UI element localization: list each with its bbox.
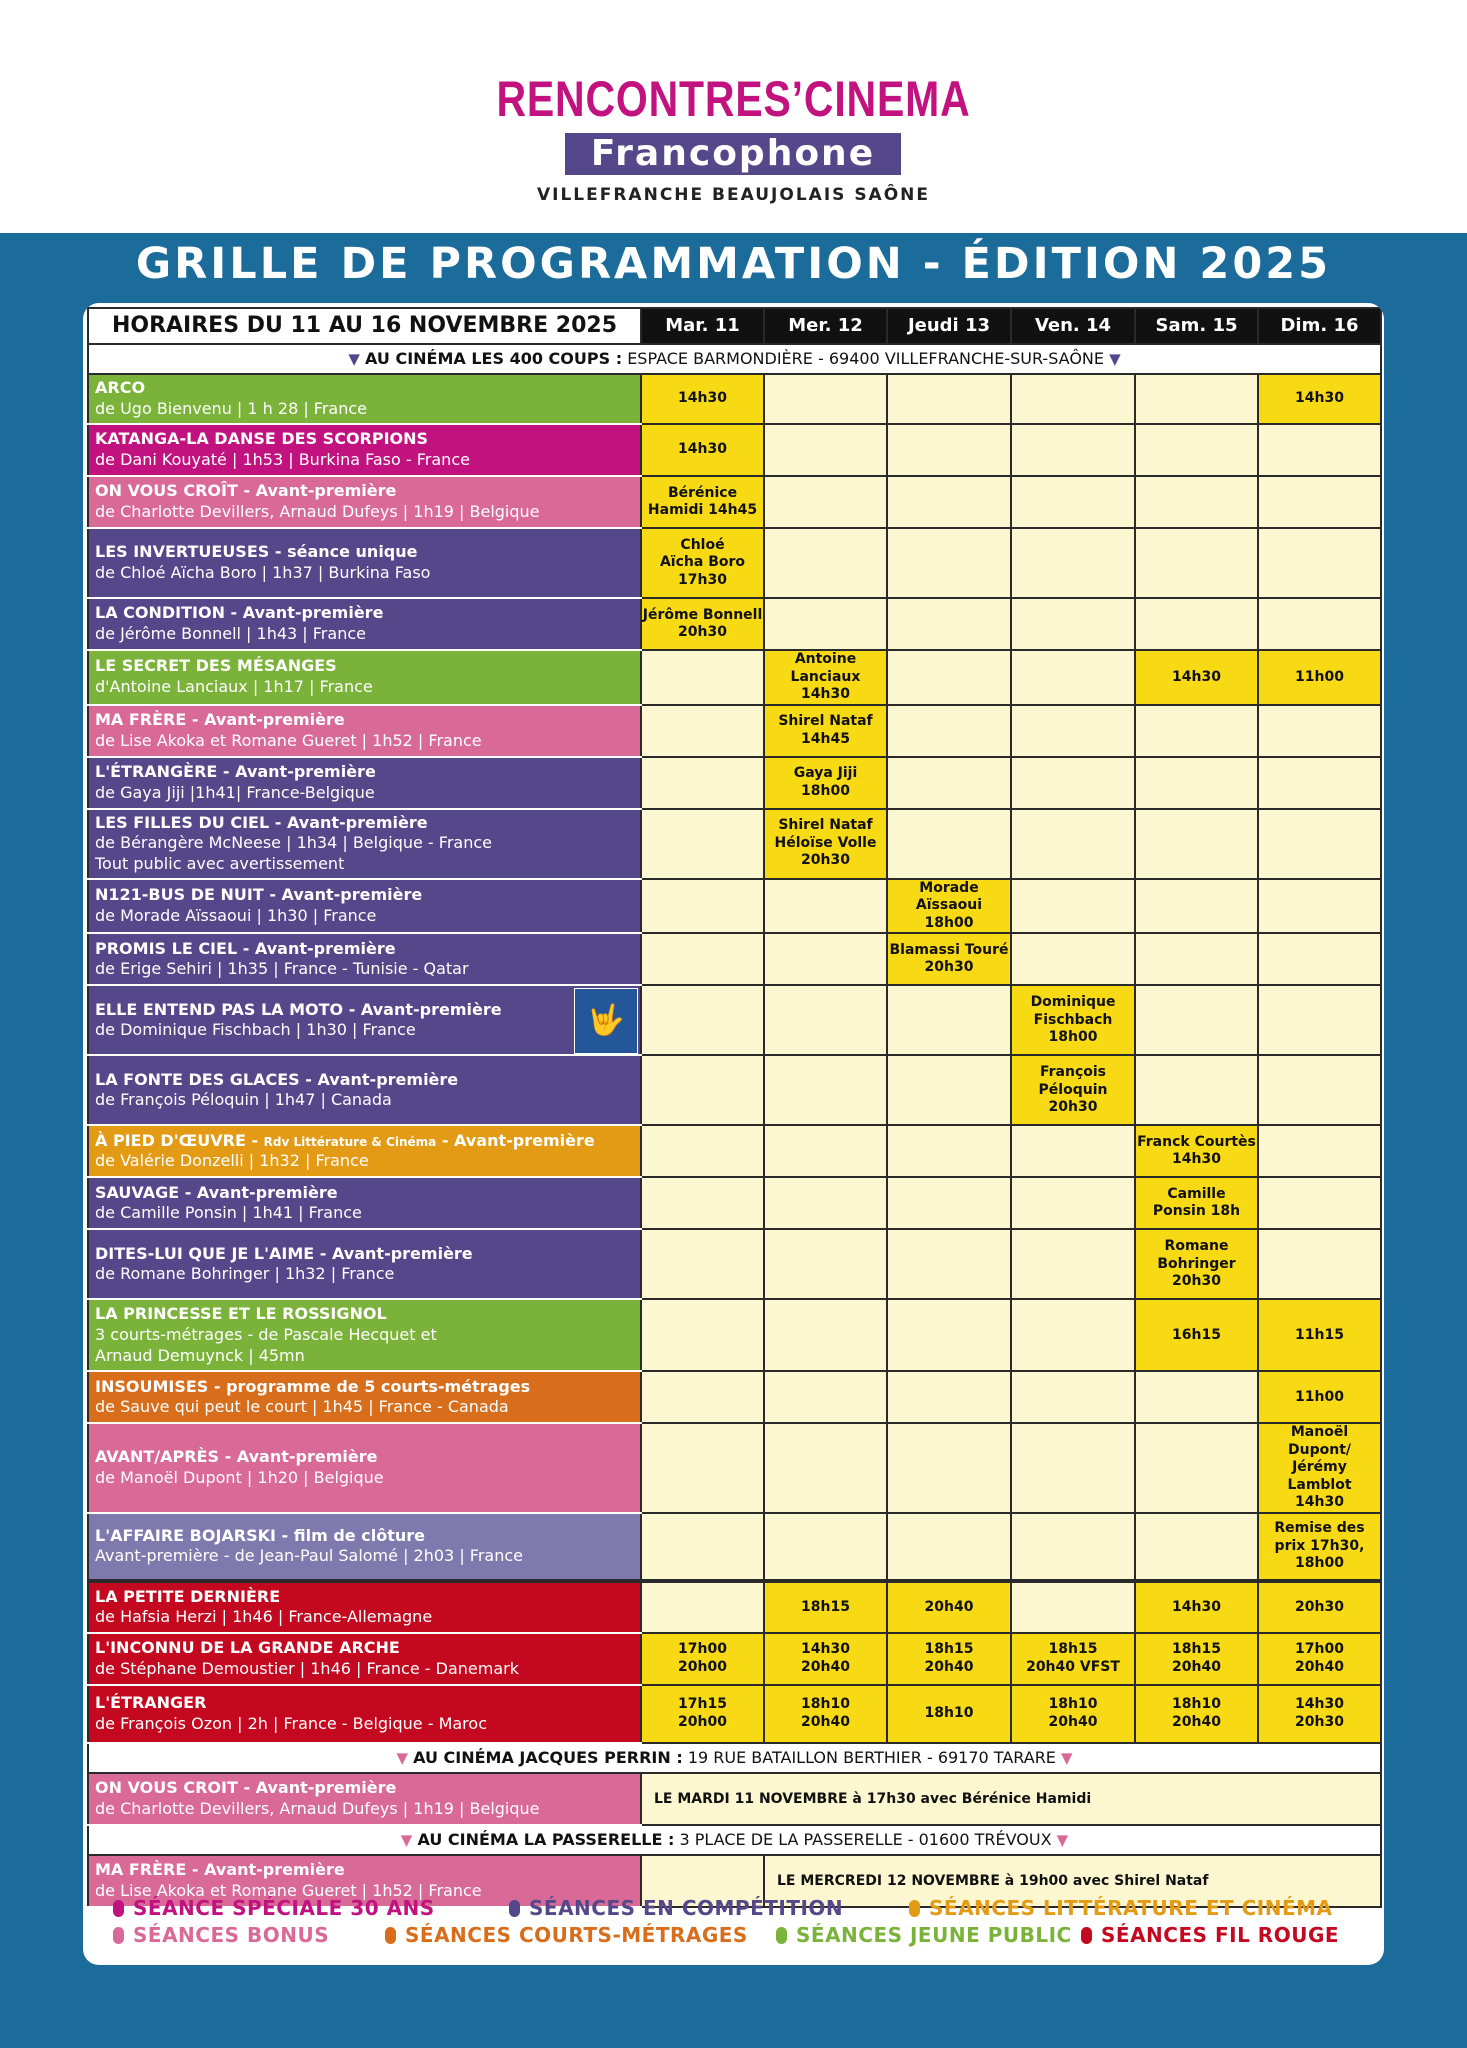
venue-address: ESPACE BARMONDIÈRE - 69400 VILLEFRANCHE-SUR-SAÔNE	[627, 349, 1104, 368]
film-info	[88, 374, 641, 424]
venue-label	[88, 1743, 1381, 1773]
legend-dot-icon	[776, 1927, 787, 1944]
screening-cell	[641, 809, 764, 879]
day-header: Mar. 11	[641, 308, 764, 344]
film-title: LA PETITE DERNIÈRE	[95, 1586, 281, 1606]
film-info	[88, 933, 641, 985]
screening-cell	[764, 1055, 887, 1125]
screening-cell: Dominique Fischbach 18h00	[1011, 985, 1135, 1055]
screening-cell: Franck Courtès 14h30	[1135, 1125, 1258, 1177]
film-title: DITES-LUI QUE JE L'AIME - Avant-première	[95, 1243, 473, 1263]
screening-cell	[764, 985, 887, 1055]
screening-cell: 18h10 20h40	[1011, 1685, 1135, 1743]
screening-cell	[764, 1177, 887, 1229]
screening-cell	[1011, 757, 1135, 809]
film-title: N121-BUS DE NUIT - Avant-première	[95, 885, 423, 905]
film-info	[88, 1055, 641, 1125]
screening-cell	[1011, 1513, 1135, 1581]
film-details: de François Péloquin | 1h47 | Canada	[95, 1090, 392, 1110]
screening-cell: Gaya Jiji 18h00	[764, 757, 887, 809]
screening-cell	[1011, 650, 1135, 705]
screening-cell	[1258, 1177, 1381, 1229]
film-row	[88, 879, 1381, 934]
legend-dot-icon	[385, 1927, 396, 1944]
film-row	[88, 1423, 1381, 1513]
film-info	[88, 1773, 641, 1825]
screening-cell	[1135, 374, 1258, 424]
screening-cell	[764, 933, 887, 985]
venue-name: AU CINÉMA JACQUES PERRIN :	[413, 1747, 683, 1767]
venue-label	[88, 1825, 1381, 1855]
screening-cell	[1135, 1423, 1258, 1513]
day-header: Sam. 15	[1135, 308, 1258, 344]
screening-cell	[641, 1229, 764, 1299]
film-details: de Morade Aïssaoui | 1h30 | France	[95, 906, 377, 926]
film-row	[88, 1229, 1381, 1299]
screening-cell	[887, 1177, 1011, 1229]
film-info	[88, 598, 641, 650]
screening-cell	[1258, 598, 1381, 650]
screening-cell	[1011, 1423, 1135, 1513]
screening-cell	[641, 933, 764, 985]
legend-label: SÉANCES FIL ROUGE	[1101, 1923, 1340, 1947]
screening-cell: Camille Ponsin 18h	[1135, 1177, 1258, 1229]
logo-line-1: RENCONTRES’CINEMA	[496, 71, 971, 127]
film-info	[88, 1229, 641, 1299]
logo-line-2: Francophone	[590, 133, 876, 174]
screening-cell: Chloé Aïcha Boro 17h30	[641, 528, 764, 598]
film-details: de Ugo Bienvenu | 1 h 28 | France	[95, 399, 368, 418]
screening-cell	[1135, 1055, 1258, 1125]
film-row	[88, 933, 1381, 985]
screening-cell: 14h30	[1258, 374, 1381, 424]
special-screening-info: LE MARDI 11 NOVEMBRE à 17h30 avec Bérénice Hamidi	[641, 1773, 1381, 1825]
film-info	[88, 879, 641, 934]
screening-cell: Morade Aïssaoui 18h00	[887, 879, 1011, 934]
screening-cell	[1011, 374, 1135, 424]
legend-dot-icon	[1081, 1927, 1092, 1944]
legend-dot-icon	[909, 1900, 920, 1917]
screening-cell	[887, 598, 1011, 650]
film-details: de Gaya Jiji |1h41| France-Belgique	[95, 782, 375, 802]
screening-cell: Manoël Dupont/ Jérémy Lamblot 14h30	[1258, 1423, 1381, 1513]
film-details-extra: Tout public avec avertissement	[95, 854, 345, 874]
screening-cell: Bérénice Hamidi 14h45	[641, 476, 764, 528]
film-row	[88, 1581, 1381, 1633]
legend-item	[1081, 1925, 1339, 1945]
film-title-note: Rdv Littérature & Cinéma	[263, 1134, 437, 1149]
triangle-down-icon: ▼	[396, 1748, 408, 1767]
film-title: L'AFFAIRE BOJARSKI - film de clôture	[95, 1525, 425, 1545]
header-row	[88, 308, 1381, 344]
screening-cell	[1011, 809, 1135, 879]
legend	[113, 1898, 1363, 1958]
screening-cell	[1135, 705, 1258, 757]
film-row	[88, 809, 1381, 879]
film-details: de Valérie Donzelli | 1h32 | France	[95, 1151, 369, 1171]
screening-cell: 20h30	[1258, 1581, 1381, 1633]
legend-item	[113, 1898, 435, 1918]
day-header: Ven. 14	[1011, 308, 1135, 344]
triangle-down-icon: ▼	[400, 1830, 413, 1849]
screening-cell	[1135, 476, 1258, 528]
hearing-sign-language-icon: 🤟	[574, 988, 638, 1054]
film-title: ELLE ENTEND PAS LA MOTO - Avant-première	[95, 999, 502, 1019]
film-title: LA PRINCESSE ET LE ROSSIGNOL	[95, 1304, 387, 1324]
film-row	[88, 424, 1381, 476]
legend-item	[909, 1898, 1332, 1918]
film-details: de Charlotte Devillers, Arnaud Dufeys | 1h19 | Belgique	[95, 502, 540, 521]
screening-cell	[641, 650, 764, 705]
screening-cell	[641, 879, 764, 934]
screening-cell	[1258, 1229, 1381, 1299]
film-title: AVANT/APRÈS - Avant-première	[95, 1447, 378, 1467]
screening-cell: 18h10 20h40	[764, 1685, 887, 1743]
screening-cell	[1011, 1371, 1135, 1423]
logo-line-3: VILLEFRANCHE BEAUJOLAIS SAÔNE	[536, 185, 931, 205]
screening-cell	[641, 1423, 764, 1513]
legend-dot-icon	[113, 1927, 124, 1944]
screening-cell: François Péloquin 20h30	[1011, 1055, 1135, 1125]
screening-cell: Romane Bohringer 20h30	[1135, 1229, 1258, 1299]
screening-cell	[1258, 476, 1381, 528]
film-info	[88, 424, 641, 476]
screening-cell	[764, 1423, 887, 1513]
special-screening-row	[88, 1773, 1381, 1825]
screening-cell	[1258, 705, 1381, 757]
screening-cell: Remise des prix 17h30, 18h00	[1258, 1513, 1381, 1581]
venue-name: AU CINÉMA LES 400 COUPS :	[365, 349, 623, 368]
film-info	[88, 757, 641, 809]
film-info	[88, 705, 641, 757]
screening-cell	[1011, 1581, 1135, 1633]
screening-cell: 18h10	[887, 1685, 1011, 1743]
film-row	[88, 757, 1381, 809]
screening-cell	[764, 476, 887, 528]
screening-cell	[887, 1423, 1011, 1513]
legend-label: SÉANCES JEUNE PUBLIC	[796, 1923, 1072, 1947]
screening-cell	[641, 1299, 764, 1371]
triangle-down-icon: ▼	[348, 350, 360, 368]
film-title: PROMIS LE CIEL - Avant-première	[95, 938, 396, 958]
film-row	[88, 650, 1381, 705]
screening-cell: 18h15 20h40	[887, 1633, 1011, 1685]
film-info	[88, 809, 641, 879]
film-info	[88, 1581, 641, 1633]
screening-cell	[764, 1371, 887, 1423]
venue-row	[88, 1743, 1381, 1773]
screening-cell	[764, 424, 887, 476]
screening-cell	[764, 374, 887, 424]
legend-label: SÉANCE SPÉCIALE 30 ANS	[133, 1896, 435, 1920]
screening-cell: Shirel Nataf Héloïse Volle 20h30	[764, 809, 887, 879]
film-title: MA FRÈRE - Avant-première	[95, 1860, 345, 1880]
screening-cell	[887, 374, 1011, 424]
screening-cell	[1258, 1125, 1381, 1177]
film-info	[88, 476, 641, 528]
screening-cell	[1011, 424, 1135, 476]
film-title: LA CONDITION - Avant-première	[95, 603, 384, 623]
film-row	[88, 985, 1381, 1055]
screening-cell	[641, 1513, 764, 1581]
screening-cell: 18h10 20h40	[1135, 1685, 1258, 1743]
film-details: de Charlotte Devillers, Arnaud Dufeys | 1h19 | Belgique	[95, 1798, 540, 1818]
screening-cell	[1011, 879, 1135, 934]
legend-item	[385, 1925, 748, 1945]
legend-item	[113, 1925, 329, 1945]
screening-cell	[641, 1055, 764, 1125]
page-title: GRILLE DE PROGRAMMATION - ÉDITION 2025	[135, 239, 1332, 289]
film-details: de Jérôme Bonnell | 1h43 | France	[95, 624, 366, 643]
screening-cell	[641, 1581, 764, 1633]
header-banner	[0, 0, 1467, 233]
screening-cell	[887, 650, 1011, 705]
film-row	[88, 528, 1381, 598]
screening-cell	[764, 1299, 887, 1371]
film-details: de Sauve qui peut le court | 1h45 | France - Canada	[95, 1397, 509, 1417]
film-details: de Lise Akoka et Romane Gueret | 1h52 | France	[95, 1880, 482, 1900]
screening-cell	[1258, 424, 1381, 476]
venue-address: 3 PLACE DE LA PASSERELLE - 01600 TRÉVOUX	[679, 1829, 1052, 1849]
screening-cell: 20h40	[887, 1581, 1011, 1633]
venue-address: 19 RUE BATAILLON BERTHIER - 69170 TARARE	[687, 1747, 1056, 1767]
day-header: Dim. 16	[1258, 308, 1381, 344]
screening-cell	[1011, 1299, 1135, 1371]
screening-cell	[1011, 528, 1135, 598]
screening-cell	[887, 1513, 1011, 1581]
screening-cell	[1011, 933, 1135, 985]
screening-cell	[1135, 1513, 1258, 1581]
legend-item	[776, 1925, 1072, 1945]
legend-dot-icon	[113, 1900, 124, 1917]
film-details: de Bérangère McNeese | 1h34 | Belgique - France	[95, 833, 492, 853]
day-header: Mer. 12	[764, 308, 887, 344]
screening-cell	[641, 757, 764, 809]
screening-cell	[1135, 757, 1258, 809]
film-info	[88, 1633, 641, 1685]
screening-cell	[1258, 757, 1381, 809]
film-info	[88, 1513, 641, 1581]
venue-name: AU CINÉMA LA PASSERELLE :	[417, 1829, 675, 1849]
film-row	[88, 1371, 1381, 1423]
screening-cell	[887, 1055, 1011, 1125]
legend-label: SÉANCES COURTS-MÉTRAGES	[405, 1923, 748, 1947]
screening-cell	[887, 528, 1011, 598]
screening-cell	[1135, 598, 1258, 650]
screening-cell: 14h30	[1135, 1581, 1258, 1633]
film-row	[88, 598, 1381, 650]
film-details: de Camille Ponsin | 1h41 | France	[95, 1203, 362, 1223]
film-row	[88, 1177, 1381, 1229]
screening-cell	[887, 1299, 1011, 1371]
legend-label: SÉANCES EN COMPÉTITION	[529, 1896, 844, 1920]
screening-cell: 14h30	[641, 424, 764, 476]
venue-1	[88, 344, 1381, 374]
triangle-down-icon: ▼	[1109, 350, 1121, 368]
screening-cell	[887, 424, 1011, 476]
film-title: ARCO	[95, 378, 146, 398]
film-title: LES FILLES DU CIEL - Avant-première	[95, 812, 428, 832]
screening-cell: Jérôme Bonnell 20h30	[641, 598, 764, 650]
film-title: LE SECRET DES MÉSANGES	[95, 656, 337, 676]
screening-cell: 17h15 20h00	[641, 1685, 764, 1743]
screening-cell	[641, 985, 764, 1055]
screening-cell	[1258, 809, 1381, 879]
film-title	[95, 1131, 634, 1152]
screening-cell: 14h30 20h30	[1258, 1685, 1381, 1743]
schedule-card	[83, 303, 1384, 1965]
screening-cell	[887, 985, 1011, 1055]
film-row	[88, 1055, 1381, 1125]
triangle-down-icon: ▼	[1061, 1748, 1073, 1767]
legend-dot-icon	[509, 1900, 520, 1917]
film-details: de Manoël Dupont | 1h20 | Belgique	[95, 1468, 384, 1488]
film-row	[88, 476, 1381, 528]
screening-cell	[887, 1229, 1011, 1299]
schedule-table	[87, 307, 1382, 1908]
legend-item	[509, 1898, 843, 1918]
screening-cell	[887, 1125, 1011, 1177]
screening-cell	[764, 1229, 887, 1299]
film-details: de Dominique Fischbach | 1h30 | France	[95, 1020, 416, 1040]
venue-row	[88, 344, 1381, 374]
screening-cell: Shirel Nataf 14h45	[764, 705, 887, 757]
screening-cell	[641, 705, 764, 757]
film-row	[88, 1685, 1381, 1743]
screening-cell: 18h15 20h40	[1135, 1633, 1258, 1685]
film-info	[88, 1685, 641, 1743]
film-title-part: À PIED D'ŒUVRE -	[95, 1130, 264, 1150]
film-row	[88, 1299, 1381, 1371]
screening-cell	[1258, 528, 1381, 598]
film-title: LES INVERTUEUSES - séance unique	[95, 542, 418, 562]
screening-cell	[1135, 528, 1258, 598]
screening-cell	[887, 705, 1011, 757]
film-info	[88, 1177, 641, 1229]
screening-cell	[887, 809, 1011, 879]
film-title: ON VOUS CROIT - Avant-première	[95, 1778, 397, 1798]
screening-cell: 18h15 20h40 VFST	[1011, 1633, 1135, 1685]
screening-cell	[1011, 1177, 1135, 1229]
film-title: L'INCONNU DE LA GRANDE ARCHE	[95, 1638, 400, 1658]
screening-cell	[1011, 1229, 1135, 1299]
screening-cell	[887, 757, 1011, 809]
screening-cell	[1011, 1125, 1135, 1177]
film-info	[88, 1423, 641, 1513]
film-details: de Erige Sehiri | 1h35 | France - Tunisie - Qatar	[95, 959, 469, 979]
film-row	[88, 1633, 1381, 1685]
film-details: de Chloé Aïcha Boro | 1h37 | Burkina Faso	[95, 563, 431, 582]
film-details: de François Ozon | 2h | France - Belgique - Maroc	[95, 1713, 487, 1733]
film-row	[88, 1125, 1381, 1177]
screening-cell	[887, 476, 1011, 528]
film-title: MA FRÈRE - Avant-première	[95, 709, 345, 729]
screening-cell	[1011, 476, 1135, 528]
film-details: d'Antoine Lanciaux | 1h17 | France	[95, 677, 373, 697]
film-title-part: - Avant-première	[436, 1130, 595, 1150]
special-screening-info: LE MERCREDI 12 NOVEMBRE à 19h00 avec Shirel Nataf	[764, 1855, 1381, 1907]
triangle-down-icon: ▼	[1056, 1830, 1069, 1849]
film-row	[88, 705, 1381, 757]
film-title: L'ÉTRANGER	[95, 1693, 207, 1713]
film-details: de Dani Kouyaté | 1h53 | Burkina Faso - France	[95, 450, 470, 469]
screening-cell: Antoine Lanciaux 14h30	[764, 650, 887, 705]
film-info	[88, 650, 641, 705]
film-info	[88, 1125, 641, 1177]
screening-cell: 18h15	[764, 1581, 887, 1633]
film-title: L'ÉTRANGÈRE - Avant-première	[95, 761, 376, 781]
screening-cell: Blamassi Touré 20h30	[887, 933, 1011, 985]
screening-cell	[887, 1371, 1011, 1423]
film-title: ON VOUS CROÎT - Avant-première	[95, 481, 397, 501]
film-details: de Stéphane Demoustier | 1h46 | France - Danemark	[95, 1658, 519, 1678]
screening-cell: 14h30	[641, 374, 764, 424]
screening-cell	[764, 1125, 887, 1177]
screening-cell	[641, 1371, 764, 1423]
film-title: KATANGA-LA DANSE DES SCORPIONS	[95, 429, 429, 449]
film-title: SAUVAGE - Avant-première	[95, 1182, 338, 1202]
screening-cell: 17h00 20h00	[641, 1633, 764, 1685]
screening-cell	[641, 1125, 764, 1177]
screening-cell: 11h00	[1258, 650, 1381, 705]
screening-cell	[1135, 933, 1258, 985]
film-info	[88, 1299, 641, 1371]
film-row	[88, 374, 1381, 424]
day-header: Jeudi 13	[887, 308, 1011, 344]
film-details: Avant-première - de Jean-Paul Salomé | 2h03 | France	[95, 1546, 523, 1566]
screening-cell: 17h00 20h40	[1258, 1633, 1381, 1685]
screening-cell	[1135, 424, 1258, 476]
screening-cell	[1258, 879, 1381, 934]
screening-cell	[1135, 879, 1258, 934]
screening-cell	[764, 598, 887, 650]
film-info	[88, 1371, 641, 1423]
screening-cell: 16h15	[1135, 1299, 1258, 1371]
screening-cell	[1258, 985, 1381, 1055]
screening-cell: 11h15	[1258, 1299, 1381, 1371]
screening-cell	[1011, 598, 1135, 650]
screening-cell	[1258, 1055, 1381, 1125]
date-range-label: HORAIRES DU 11 AU 16 NOVEMBRE 2025	[88, 308, 641, 344]
screening-cell	[764, 879, 887, 934]
legend-label: SÉANCES LITTÉRATURE ET CINÉMA	[929, 1896, 1333, 1920]
screening-cell	[1135, 1371, 1258, 1423]
film-title: INSOUMISES - programme de 5 courts-métrages	[95, 1376, 531, 1396]
film-details: de Romane Bohringer | 1h32 | France	[95, 1264, 395, 1284]
film-title: LA FONTE DES GLACES - Avant-première	[95, 1069, 459, 1089]
film-row	[88, 1513, 1381, 1581]
film-details-extra: Arnaud Demuynck | 45mn	[95, 1345, 305, 1365]
film-info	[88, 985, 641, 1055]
screening-cell: 14h30 20h40	[764, 1633, 887, 1685]
film-details: 3 courts-métrages - de Pascale Hecquet et	[95, 1324, 437, 1344]
film-details: de Hafsia Herzi | 1h46 | France-Allemagne	[95, 1607, 433, 1627]
screening-cell: 14h30	[1135, 650, 1258, 705]
screening-cell	[1258, 933, 1381, 985]
screening-cell	[764, 1513, 887, 1581]
screening-cell	[641, 1177, 764, 1229]
screening-cell	[1011, 705, 1135, 757]
venue-row	[88, 1825, 1381, 1855]
screening-cell	[1135, 809, 1258, 879]
film-info	[88, 528, 641, 598]
legend-label: SÉANCES BONUS	[133, 1923, 330, 1947]
screening-cell: 11h00	[1258, 1371, 1381, 1423]
screening-cell	[764, 528, 887, 598]
screening-cell	[1135, 985, 1258, 1055]
film-details: de Lise Akoka et Romane Gueret | 1h52 | France	[95, 730, 482, 750]
